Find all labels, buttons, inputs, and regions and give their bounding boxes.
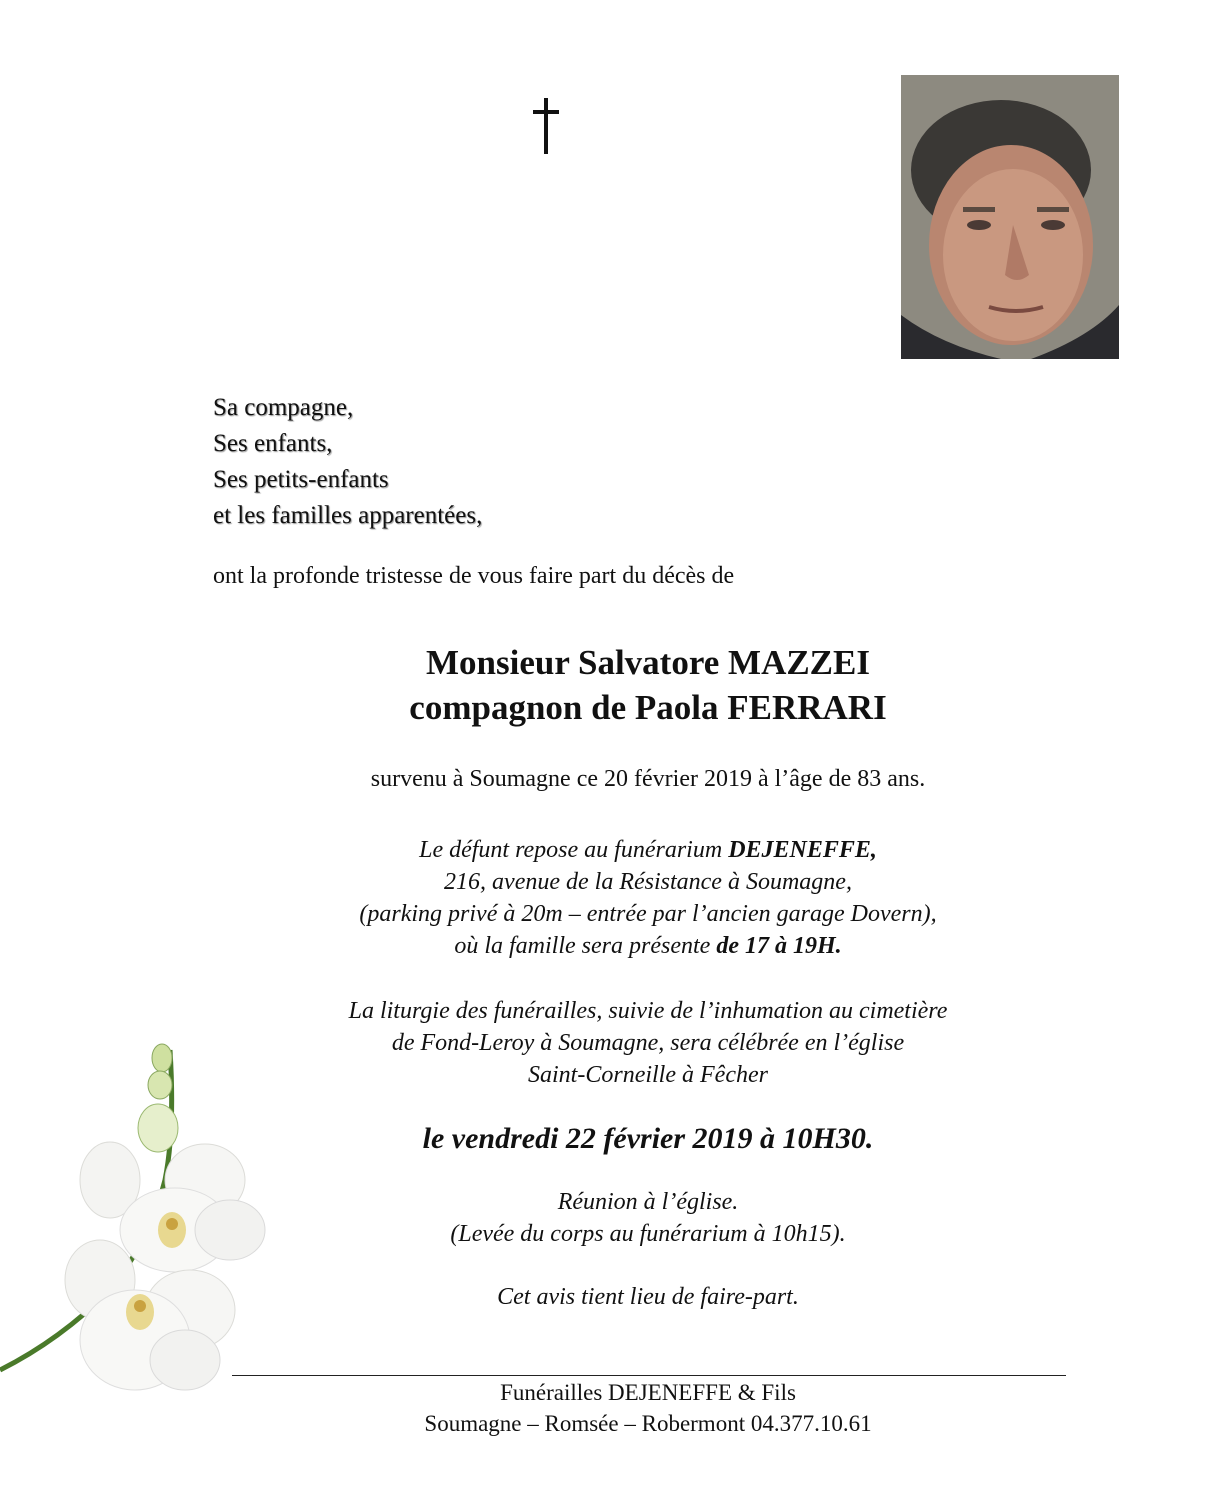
family-line: Ses enfants,: [213, 430, 333, 457]
funeral-home-text: Le défunt repose au funérarium: [419, 837, 729, 863]
family-list: [213, 390, 482, 534]
funeral-home-line: [248, 834, 1048, 866]
footer: [248, 1377, 1048, 1439]
footer-company: Funérailles DEJENEFFE & Fils: [500, 1380, 796, 1405]
notice-statement: Cet avis tient lieu de faire-part.: [497, 1284, 799, 1310]
deceased-name: Monsieur Salvatore MAZZEI: [426, 643, 870, 682]
liturgy-line: Saint-Corneille à Fêcher: [528, 1062, 768, 1088]
footer-divider: [232, 1375, 1066, 1376]
funeral-home-block: [248, 834, 1048, 962]
announcement-intro: ont la profonde tristesse de vous faire part du décès de: [213, 563, 735, 589]
ceremony-date: le vendredi 22 février 2019 à 10H30.: [422, 1122, 874, 1155]
funeral-home-name: DEJENEFFE,: [728, 837, 877, 863]
liturgy-line: La liturgie des funérailles, suivie de l’inhumation au cimetière: [348, 998, 948, 1024]
funeral-home-address: 216, avenue de la Résistance à Soumagne,: [444, 869, 852, 895]
meeting-block: [248, 1186, 1048, 1250]
cross-icon: [528, 96, 564, 156]
meeting-line: Réunion à l’église.: [557, 1189, 739, 1215]
deceased-relation: compagnon de Paola FERRARI: [409, 688, 887, 727]
family-line: et les familles apparentées,: [213, 502, 483, 529]
family-line: Ses petits-enfants: [213, 466, 389, 493]
death-details: survenu à Soumagne ce 20 février 2019 à l’âge de 83 ans.: [370, 766, 926, 792]
orchid-icon: [0, 1040, 270, 1400]
liturgy-block: [248, 995, 1048, 1091]
footer-locations: Soumagne – Romsée – Robermont 04.377.10.61: [424, 1411, 872, 1436]
funeral-home-parking: (parking privé à 20m – entrée par l’ancien garage Dovern),: [359, 901, 937, 927]
meeting-line: (Levée du corps au funérarium à 10h15).: [450, 1221, 846, 1247]
visiting-hours-line: [248, 930, 1048, 962]
visiting-hours-text: où la famille sera présente: [454, 933, 717, 959]
liturgy-line: de Fond-Leroy à Soumagne, sera célébrée en l’église: [391, 1030, 905, 1056]
family-line: Sa compagne,: [213, 394, 354, 421]
deceased-name-block: [248, 640, 1048, 730]
portrait-photo: [901, 75, 1119, 359]
visiting-hours: de 17 à 19H.: [716, 933, 842, 959]
